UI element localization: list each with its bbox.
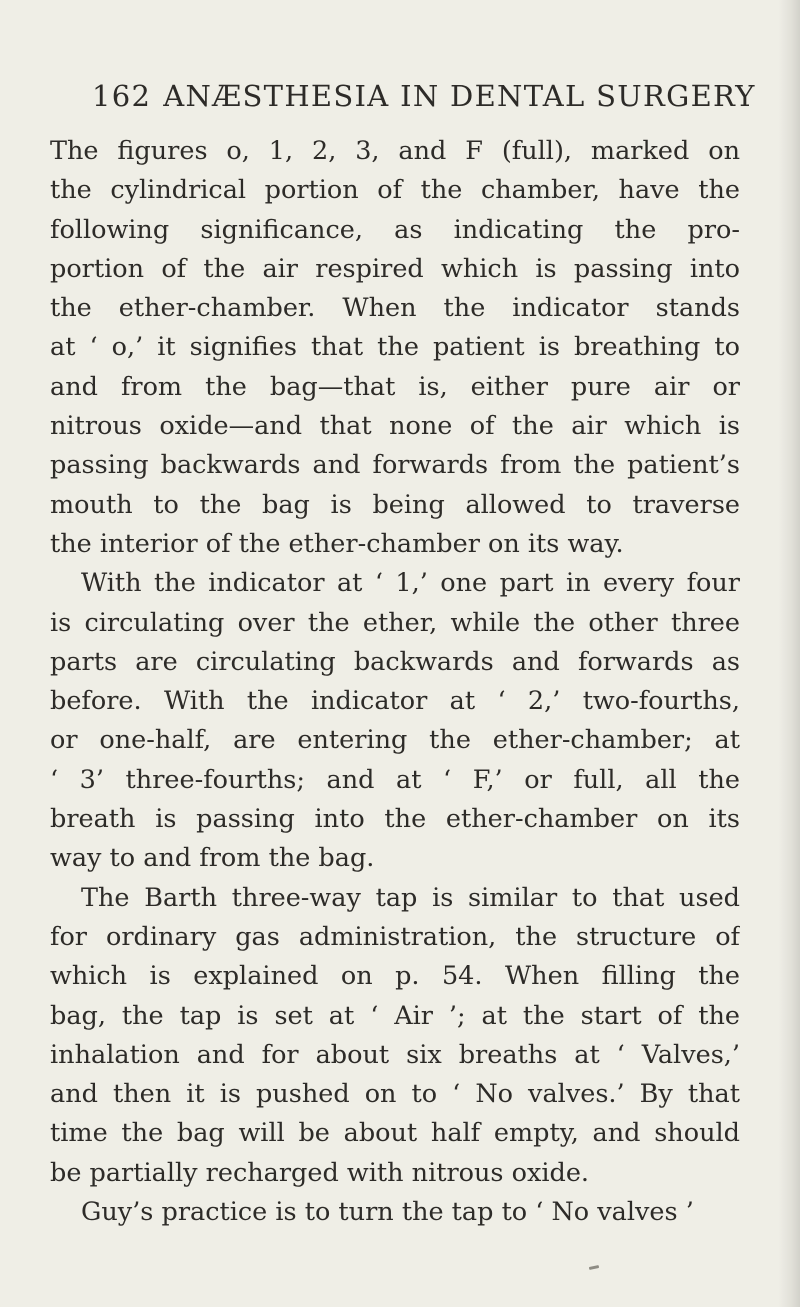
running-title: ANÆSTHESIA IN DENTAL SURGERY xyxy=(163,79,756,113)
running-head xyxy=(92,78,756,114)
text-line: The Barth three-way tap is similar to that used xyxy=(81,882,740,913)
text-line: or one-half, are entering the ether-chamber; at xyxy=(50,725,740,756)
text-line: Guy’s practice is to turn the tap to ‘ No valves ’ xyxy=(81,1197,694,1228)
text-line: which is explained on p. 54. When filling the xyxy=(50,961,740,992)
text-line: With the indicator at ‘ 1,’ one part in every four xyxy=(81,568,740,599)
text-line: portion of the air respired which is passing into xyxy=(50,253,740,284)
text-line: way to and from the bag. xyxy=(50,843,375,874)
text-line: breath is passing into the ether-chamber on its xyxy=(50,804,740,835)
ink-mark xyxy=(589,1265,599,1270)
page-edge-shadow xyxy=(778,0,800,1307)
text-line: before. With the indicator at ‘ 2,’ two-fourths, xyxy=(50,686,740,717)
text-line: is circulating over the ether, while the other three xyxy=(50,607,740,638)
text-line: the ether-chamber. When the indicator stands xyxy=(50,293,740,324)
text-line: the cylindrical portion of the chamber, have the xyxy=(50,175,740,206)
text-line: for ordinary gas administration, the structure of xyxy=(50,921,740,952)
text-line: at ‘ o,’ it signifies that the patient is breathing to xyxy=(50,332,740,363)
text-line: time the bag will be about half empty, and should xyxy=(50,1118,740,1149)
text-line: ‘ 3’ three-fourths; and at ‘ F,’ or full, all the xyxy=(50,764,740,795)
text-line: nitrous oxide—and that none of the air which is xyxy=(50,411,740,442)
text-line: the interior of the ether-chamber on its way. xyxy=(50,528,624,559)
text-line: inhalation and for about six breaths at ‘ Valves,’ xyxy=(50,1039,740,1070)
text-line: The figures o, 1, 2, 3, and F (full), marked on xyxy=(50,136,740,166)
text-line: be partially recharged with nitrous oxide. xyxy=(50,1157,590,1188)
text-line: mouth to the bag is being allowed to traverse xyxy=(50,489,740,520)
text-line: and then it is pushed on to ‘ No valves.’ By that xyxy=(50,1079,740,1110)
text-line: parts are circulating backwards and forwards as xyxy=(50,646,740,677)
text-line: following significance, as indicating the pro- xyxy=(50,214,740,245)
page-number: 162 xyxy=(92,79,152,113)
text-line: and from the bag—that is, either pure air or xyxy=(50,371,740,402)
body-text xyxy=(50,132,740,1232)
text-line: passing backwards and forwards from the patient’s xyxy=(50,450,740,481)
text-line: bag, the tap is set at ‘ Air ’; at the start of the xyxy=(50,1000,740,1031)
